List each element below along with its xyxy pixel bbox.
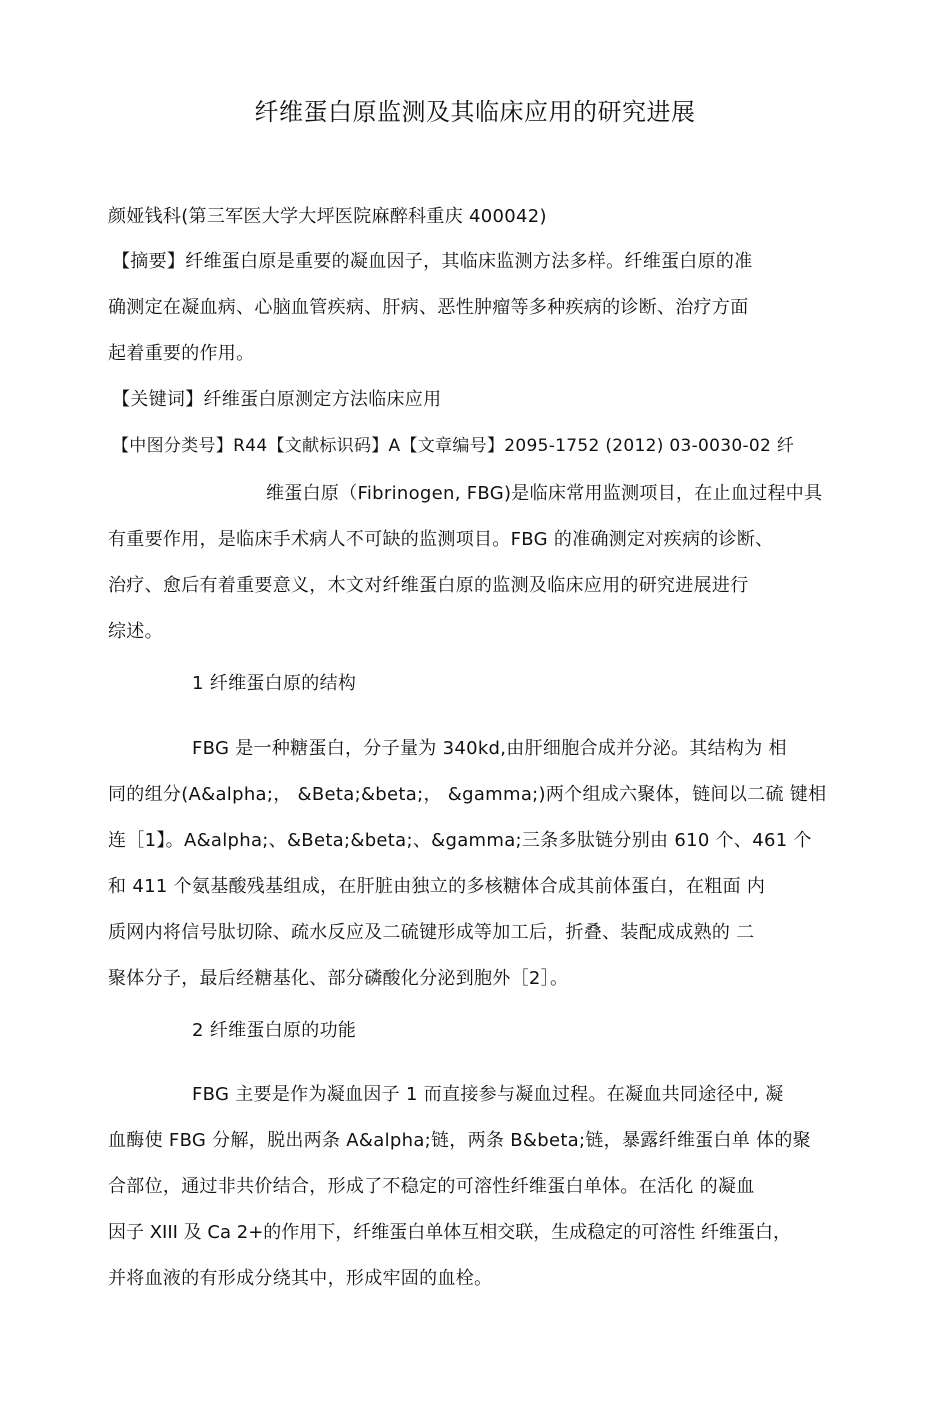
section1-line: 连［1】。A&alpha;、&Beta;&beta;、&gamma;三条多肽链分别由 610 个、461 个 [108,830,812,851]
section2-line: 并将血液的有形成分绕其中，形成牢固的血栓。 [108,1268,493,1289]
section1-line: 和 411 个氨基酸残基组成，在肝脏由独立的多核糖体合成其前体蛋白，在粗面 内 [108,876,766,897]
section1-line: 同的组分(A&alpha;， &Beta;&beta;， &gamma;)两个组成六聚体，链间以二硫 键相 [108,784,827,805]
intro-line: 维蛋白原（Fibrinogen, FBG)是临床常用监测项目，在止血过程中具 [266,483,823,504]
section-heading-function: 2 纤维蛋白原的功能 [192,1020,357,1041]
abstract-line: 确测定在凝血病、心脑血管疾病、肝病、恶性肿瘤等多种疾病的诊断、治疗方面 [108,297,749,318]
keywords-line: 【关键词】纤维蛋白原测定方法临床应用 [112,389,442,410]
classification-line: 【中图分类号】R44【文献标识码】A【文章编号】2095-1752 (2012) 03-0030-02 纤 [112,436,795,456]
intro-line: 综述。 [108,621,163,642]
intro-line: 有重要作用，是临床手术病人不可缺的监测项目。FBG 的准确测定对疾病的诊断、 [108,529,774,550]
section1-line: 聚体分子，最后经糖基化、部分磷酸化分泌到胞外［2］。 [108,968,569,989]
abstract-line: 【摘要】纤维蛋白原是重要的凝血因子，其临床监测方法多样。纤维蛋白原的准 [112,251,753,272]
section2-line: 因子 XIII 及 Ca 2+的作用下，纤维蛋白单体互相交联，生成稳定的可溶性 纤维蛋白， [108,1222,791,1243]
intro-line: 治疗、愈后有着重要意义，木文对纤维蛋白原的监测及临床应用的研究进展进行 [108,575,749,596]
section1-line: 质网内将信号肽切除、疏水反应及二硫键形成等加工后，折叠、装配成成熟的 二 [108,922,755,943]
section1-line: FBG 是一种糖蛋白，分子量为 340kd,由肝细胞合成并分泌。其结构为 相 [192,738,787,759]
abstract-line: 起着重要的作用。 [108,343,255,364]
section-heading-structure: 1 纤维蛋白原的结构 [192,673,357,694]
section2-line: FBG 主要是作为凝血因子 1 而直接参与凝血过程。在凝血共同途径中, 凝 [192,1084,784,1105]
section2-line: 血酶使 FBG 分解，脱出两条 A&alpha;链，两条 B&beta;链，暴露纤维蛋白单 体的聚 [108,1130,811,1151]
document-title: 纤维蛋白原监测及其临床应用的研究进展 [254,98,696,126]
author-line: 颜娅钱科(第三军医大学大坪医院麻醉科重庆 400042) [108,206,547,227]
section2-line: 合部位，通过非共价结合，形成了不稳定的可溶性纤维蛋白单体。在活化 的凝血 [108,1176,755,1197]
